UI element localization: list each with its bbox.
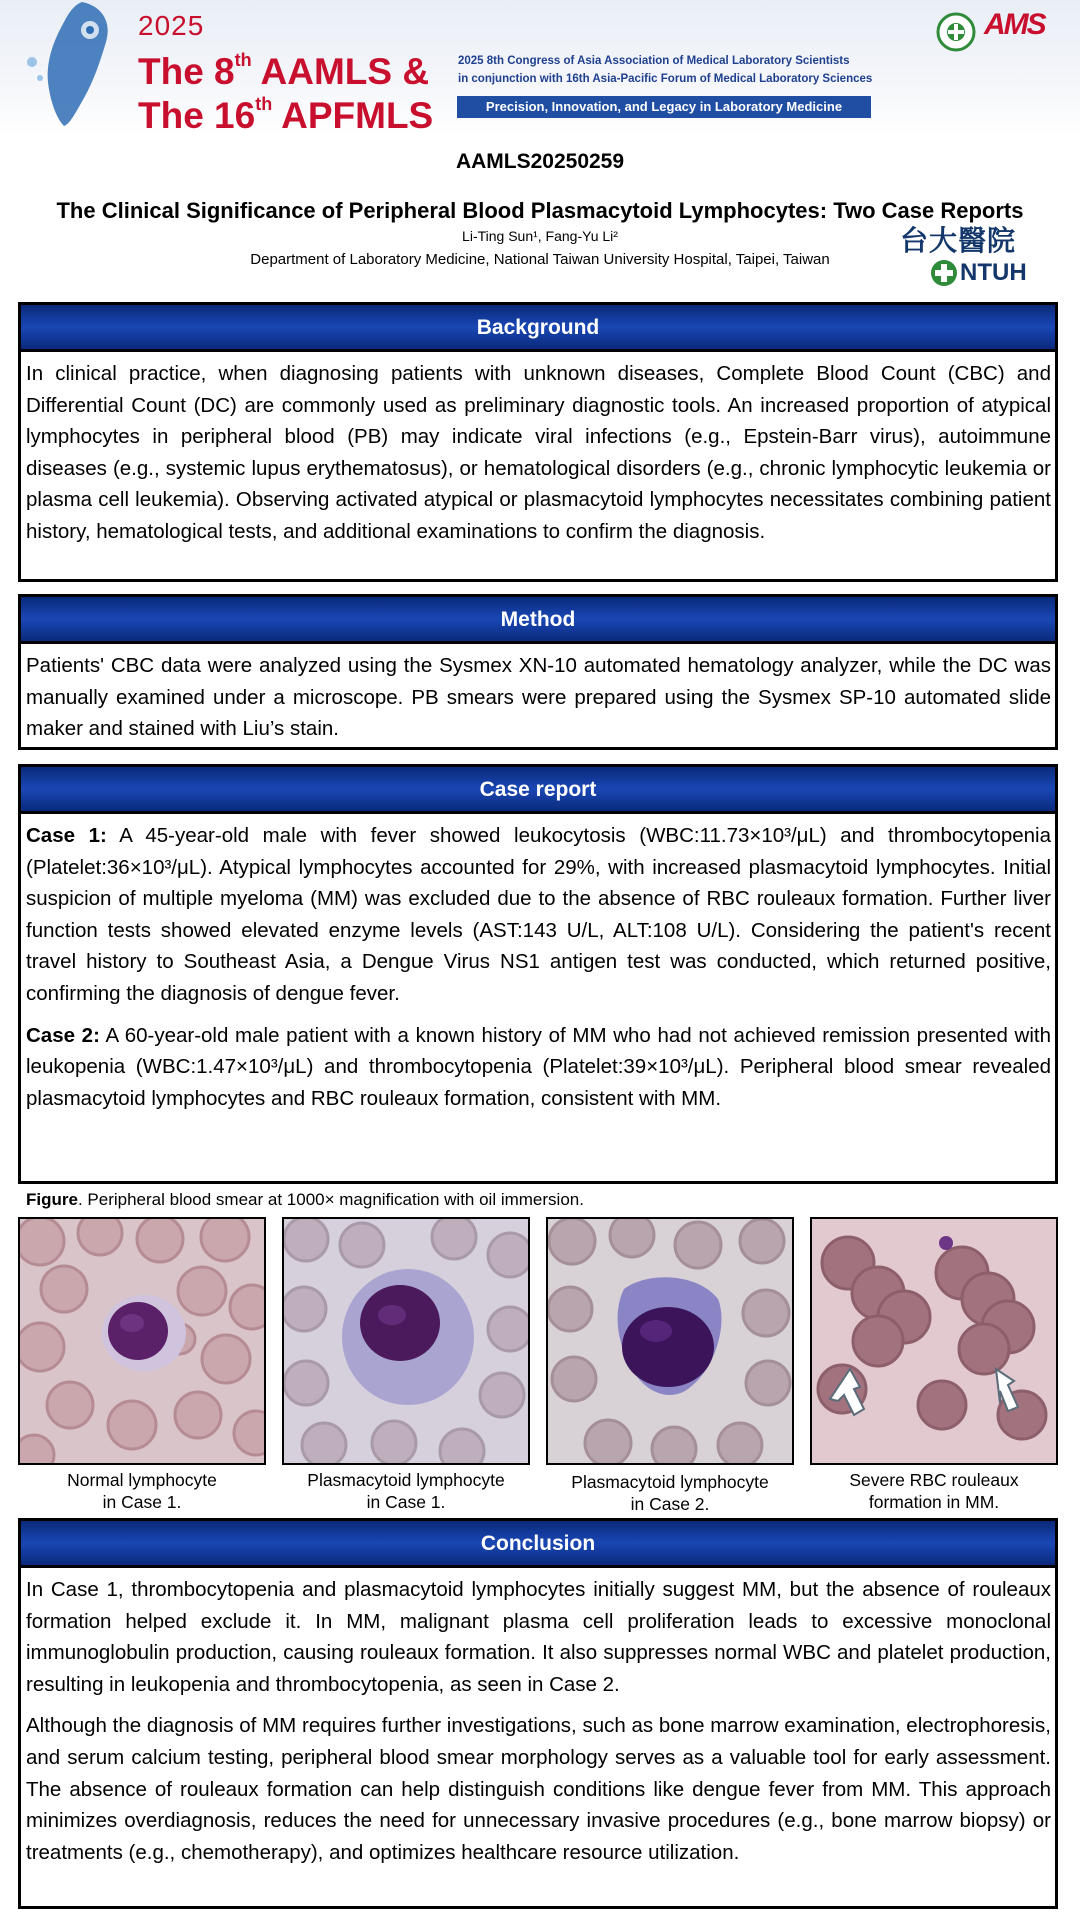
- authors: Li-Ting Sun¹, Fang-Yu Li²: [462, 228, 618, 244]
- ams-logo: AMS: [984, 8, 1045, 41]
- ntuh-logo-text: NTUH: [960, 259, 1027, 286]
- figure-panel-2-label: Plasmacytoid lymphocyte in Case 1.: [307, 1470, 505, 1512]
- conference-banner: [0, 0, 1080, 135]
- figure-panel-1-label: Normal lymphocyte in Case 1.: [67, 1470, 217, 1512]
- figure-panel-4-label: Severe RBC rouleaux formation in MM.: [849, 1470, 1019, 1512]
- taiwan-map-icon: [20, 0, 130, 128]
- case-2-text: A 60-year-old male patient with a known history of MM who had not achieved remission presented with leukopenia (WBC:1.47×10³/μL) and thrombocytopenia (Platelet:39×10³/μL). Peripheral blood smear revealed plasmacytoid lymphocytes and RBC rouleaux formation, consistent with MM.: [26, 1023, 1051, 1110]
- figure-panel-4-image: [810, 1217, 1058, 1465]
- figure-panel-2-image: [282, 1217, 530, 1465]
- case-1-label: Case 1:: [26, 824, 107, 847]
- conclusion-paragraph-1: In Case 1, thrombocytopenia and plasmacytoid lymphocytes initially suggest MM, but the absence of rouleaux formation helped exclude it. In MM, malignant plasma cell proliferation leads to excessive monoclonal immunoglobulin production, causing rouleaux formation. It also suppresses normal WBC and platelet production, resulting in leukopenia and thrombocytopenia, as seen in Case 2.: [26, 1578, 1051, 1696]
- background-heading: Background: [21, 305, 1055, 352]
- case-report-heading: Case report: [21, 767, 1055, 814]
- method-section: [18, 594, 1058, 750]
- case-1-paragraph: [26, 820, 1051, 1010]
- conference-title-line-1: The 8th AAMLS &: [138, 50, 430, 92]
- poster-title: The Clinical Significance of Peripheral Blood Plasmacytoid Lymphocytes: Two Case Reports: [56, 198, 1024, 223]
- case-2-paragraph: [26, 1020, 1051, 1115]
- ntuh-logo-chinese: 台大醫院: [900, 224, 1017, 257]
- case-1-text: A 45-year-old male with fever showed leukocytosis (WBC:11.73×10³/μL) and thrombocytopenia (Platelet:36×10³/μL). Atypical lymphocytes accounted for 29%, with increased plasmacytoid lymphocytes. Initial suspicion of multiple myeloma (MM) was excluded due to the absence of RBC rouleaux formation. Further liver function tests showed elevated enzyme levels (AST:143 U/L, ALT:108 U/L). Considering the patient's recent travel history to Southeast Asia, a Dengue Virus NS1 antigen test was conducted, which returned positive, confirming the diagnosis of dengue fever.: [26, 824, 1051, 1005]
- figure-panel-3-label: Plasmacytoid lymphocyte in Case 2.: [571, 1472, 769, 1514]
- affiliation: Department of Laboratory Medicine, National Taiwan University Hospital, Taipei, Taiwan: [250, 251, 830, 268]
- green-cross-icon: [930, 259, 958, 287]
- association-seal-icon: [936, 12, 976, 52]
- conference-subtitle-1: 2025 8th Congress of Asia Association of Medical Laboratory Scientists: [458, 55, 850, 67]
- figure-panel-1-image: [18, 1217, 266, 1465]
- background-text: In clinical practice, when diagnosing patients with unknown diseases, Complete Blood Count (CBC) and Differential Count (DC) are commonly used as preliminary diagnostic tools. An increased proportion of atypical lymphocytes in peripheral blood (PB) may indicate viral infections (e.g., Epstein-Barr virus), autoimmune diseases (e.g., systemic lupus erythematosus), or hematological disorders (e.g., chronic lymphocytic leukemia or plasma cell leukemia). Observing activated atypical or plasmacytoid lymphocytes necessitates combining patient history, hematological tests, and additional examinations to confirm the diagnosis.: [26, 362, 1051, 543]
- conclusion-heading: Conclusion: [21, 1521, 1055, 1568]
- conference-tagline: Precision, Innovation, and Legacy in Laboratory Medicine: [457, 96, 871, 118]
- case-report-section: [18, 764, 1058, 1184]
- conference-subtitle-2: in conjunction with 16th Asia-Pacific Forum of Medical Laboratory Sciences: [458, 73, 873, 85]
- background-section: [18, 302, 1058, 582]
- conference-title-line-2: The 16th APFMLS: [138, 94, 434, 135]
- conclusion-paragraph-2: Although the diagnosis of MM requires further investigations, such as bone marrow examination, electrophoresis, and serum calcium testing, peripheral blood smear morphology serves as a valuable tool for early assessment. The absence of rouleaux formation can help distinguish conditions like dengue fever from MM. This approach minimizes overdiagnosis, reduces the need for unnecessary invasive procedures (e.g., bone marrow biopsy) or treatments (e.g., chemotherapy), and optimizes healthcare resource utilization.: [26, 1714, 1051, 1864]
- case-2-label: Case 2:: [26, 1023, 100, 1047]
- figure-caption: Figure. Peripheral blood smear at 1000× magnification with oil immersion.: [26, 1190, 584, 1209]
- conclusion-section: [18, 1518, 1058, 1909]
- conference-year: 2025: [138, 10, 205, 41]
- abstract-id: AAMLS20250259: [455, 150, 625, 173]
- ntuh-logo: [900, 224, 1032, 296]
- method-heading: Method: [21, 597, 1055, 644]
- method-text: Patients' CBC data were analyzed using the Sysmex XN-10 automated hematology analyzer, while the DC was manually examined under a microscope. PB smears were prepared using the Sysmex SP-10 automated slide maker and stained with Liu’s stain.: [26, 654, 1051, 741]
- figure-panel-3-image: [546, 1217, 794, 1465]
